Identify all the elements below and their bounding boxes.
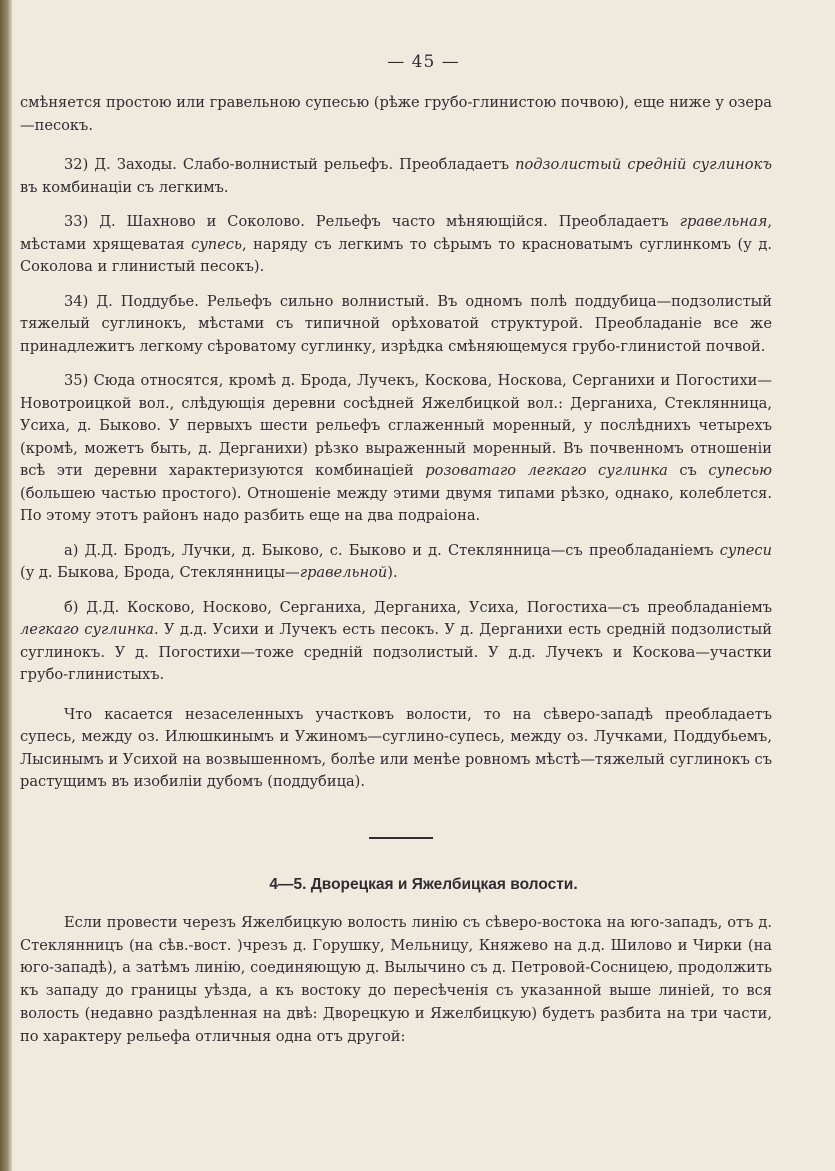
document-page — [12, 0, 835, 1171]
section-divider — [369, 837, 433, 839]
paragraph-35: 35) Сюда относятся, кромѣ д. Брода, Лучекъ, Коскова, Носкова, Серганихи и Погостихи—Новотроицкой вол., слѣдующія деревни сосѣдней Яжелбицкой вол.: Дерганиха, Стеклянница, Усиха, д. Быково. У первыхъ шести рельефъ сглаженный моренный, у послѣднихъ четырехъ (кромѣ, можетъ быть, д. Дерганихи) рѣзко выраженный моренный. Въ почвенномъ отношеніи всѣ эти деревни характеризуются комбинаціей розоватаго легкаго суглинка съ супесью (большею частью простого). Отношеніе между этими двумя типами рѣзко, однако, колеблется. По этому этотъ районъ надо разбить еще на два подраіона. — [20, 372, 772, 524]
paragraph-33: 33) Д. Шахново и Соколово. Рельефъ часто мѣняющійся. Преобладаетъ гравельная, мѣстами хрящеватая супесь, наряду съ легкимъ то сѣрымъ то красноватымъ суглинкомъ (у д. Соколова и глинистый песокъ). — [20, 213, 773, 275]
soil-type-italic: гравельной — [299, 564, 388, 581]
paragraph-32: 32) Д. Заходы. Слабо-волнистый рельефъ. Преобладаетъ подзолистый средній суглинокъ въ комбинаціи съ легкимъ. — [20, 156, 772, 196]
paragraph-unsettled-areas: Что касается незаселенныхъ участковъ волости, то на сѣверо-западѣ преобладаетъ супесь, между оз. Илюшкинымъ и Ужиномъ—суглино-супесь, между оз. Лучками, Поддубьемъ, Лысинымъ и Усихой на возвышенномъ, болѣе или менѣе ровномъ мѣстѣ—тяжелый суглинокъ съ растущимъ въ изобиліи дубомъ (поддубица). — [20, 705, 772, 790]
soil-type-italic: подзолистый средній суглинокъ — [515, 156, 772, 173]
main-text — [20, 92, 772, 806]
section-paragraph: Если провести черезъ Яжелбицкую волость линію съ сѣверо-востока на юго-западъ, отъ д. Стеклянницъ (на сѣв.-вост. )чрезъ д. Горушку, Мельницу, Княжево на д.д. Шилово и Чирки (на юго-западѣ), а затѣмъ линію, соединяющую д. Вылычино съ д. Петровой-Сосницею, продолжить къ западу до границы уѣзда, а къ востоку до пересѣченія съ указанной выше линіей, то вся волость (недавно раздѣленная на двѣ: Дворецкую и Яжелбицкую) будетъ разбита на три части, по характеру рельефа отличныя одна отъ другой: — [20, 914, 772, 1045]
soil-type-italic: розоватаго легкаго суглинка — [425, 462, 668, 479]
soil-type-italic: супесью — [708, 462, 772, 479]
paragraph-35b: б) Д.Д. Косково, Носково, Серганиха, Дерганиха, Усиха, Погостиха—съ преобладаніемъ легкаго суглинка. У д.д. Усихи и Лучекъ есть песокъ. У д. Дерганихи есть средній подзолистый суглинокъ. У д. Погостихи—тоже средній подзолистый. У д.д. Лучекъ и Коскова—участки грубо-глинистыхъ. — [20, 598, 772, 683]
section-text — [20, 912, 772, 1048]
soil-type-italic: супеси — [719, 541, 772, 559]
paragraph-35a: а) Д.Д. Бродъ, Лучки, д. Быково, с. Быково и д. Стеклянница—съ преобладаніемъ супеси (у д. Быкова, Брода, Стеклянницы—гравельной). — [20, 541, 772, 581]
soil-type-italic: супесь — [191, 235, 242, 253]
paragraph-continuation: смѣняется простою или гравельною супесью (рѣже грубо-глинистою почвою), еще ниже у озера—песокъ. — [20, 94, 772, 134]
section-title: 4—5. Дворецкая и Яжелбицкая волости. — [269, 876, 578, 893]
soil-type-italic: гравельная — [679, 213, 768, 230]
soil-type-italic: легкаго суглинка — [20, 621, 155, 638]
paragraph-34: 34) Д. Поддубье. Рельефъ сильно волнистый. Въ одномъ полѣ поддубица—подзолистый тяжелый суглинокъ, мѣстами съ типичной орѣховатой структурой. Преобладаніе все же принадлежитъ легкому сѣроватому суглинку, изрѣдка смѣняющемуся грубо-глинистой почвой. — [20, 292, 772, 355]
page-number: — 45 — — [387, 52, 460, 72]
book-spine — [0, 0, 12, 1171]
